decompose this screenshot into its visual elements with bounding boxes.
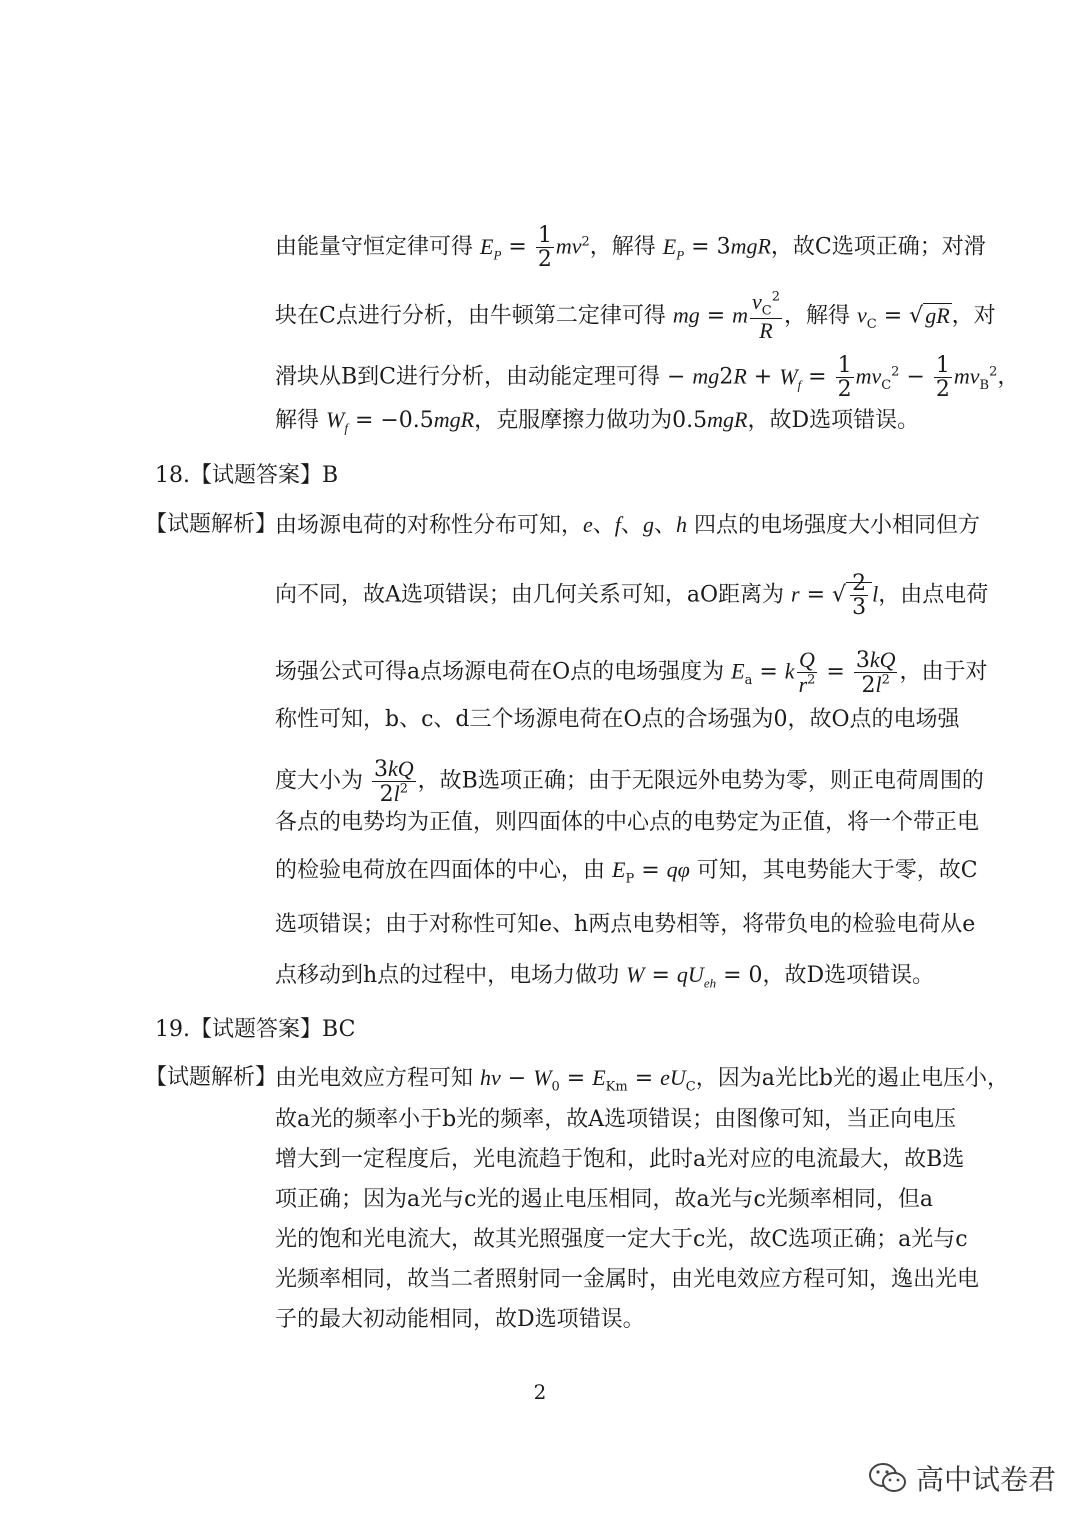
- q19-line-1: 由光电效应方程可知 $h\nu - W_0 = E_{Km} = eU_C$，因为a光比b光的遏止电压小，: [275, 1065, 1009, 1095]
- q18-line-9: 点移动到h点的过程中，电场力做功 $W = qU_{eh} = 0$，故D选项错误。: [275, 962, 935, 991]
- q18-line-2: 向不同，故A选项错误；由几何关系可知，aO距离为 r = √ $\frac{2}{3}$ l，由点电荷: [275, 571, 989, 621]
- q19-line-2: 故a光的频率小于b光的频率，故A选项错误；由图像可知，当正向电压: [275, 1107, 957, 1132]
- q17-line-4: 解得 $W_f = -0.5mgR$，克服摩擦力做功为0.5mgR，故D选项错误。: [275, 407, 920, 436]
- q18-line-1: 由场源电荷的对称性分布可知，e、f、g、h 四点的电场强度大小相同但方: [275, 512, 980, 538]
- q17-line-3: 滑块从B到C进行分析，由动能定理可得 − $mg2R + W_f$ = $\frac{1}{2}$ $mv_C^2$ − $\frac{1}{2}$ $mv_B^2$，: [275, 353, 1020, 403]
- q18-line-5: 度大小为 $\frac{3kQ}{2l^2}$ ，故B选项正确；由于无限远外电势为零，则正电荷周围的: [275, 756, 984, 808]
- q17-line-1: 由能量守恒定律可得 $E_P$ = $\frac{1}{2}$ $mv^2$，解得 $E_P = 3mgR$，故C选项正确；对滑: [275, 223, 986, 273]
- q18-analysis-label: 【试题解析】: [145, 512, 278, 537]
- q18-line-7: 的检验电荷放在四面体的中心，由 $E_P = q\varphi$ 可知，其电势能大于零，故C: [275, 857, 978, 887]
- q18-line-8: 选项错误；由于对称性可知e、h两点电势相等，将带负电的检验电荷从e: [275, 912, 976, 937]
- watermark: [868, 1458, 1056, 1498]
- q17-line-2: 块在C点进行分析，由牛顿第二定律可得 mg = m $\frac{v_C^2}{R}$ ，解得 $v_C = √gR$，对: [275, 289, 996, 344]
- q18-line-6: 各点的电势均为正值，则四面体的中心点的电势定为正值，将一个带正电: [275, 810, 980, 835]
- watermark-text: 高中试卷君: [916, 1463, 1057, 1496]
- q18-answer: 18.【试题答案】B: [155, 463, 339, 488]
- q19-line-6: 光频率相同，故当二者照射同一金属时，由光电效应方程可知，逸出光电: [275, 1267, 980, 1292]
- q19-analysis-label: 【试题解析】: [145, 1065, 278, 1090]
- q19-line-4: 项正确；因为a光与c光的遏止电压相同，故a光与c光频率相同，但a: [275, 1187, 933, 1212]
- q19-line-5: 光的饱和光电流大，故其光照强度一定大于c光，故C选项正确；a光与c: [275, 1227, 968, 1252]
- page-number: 2: [533, 1380, 547, 1404]
- q19-answer: 19.【试题答案】BC: [155, 1017, 356, 1042]
- q19-line-3: 增大到一定程度后，光电流趋于饱和，此时a光对应的电流最大，故B选: [275, 1147, 965, 1172]
- wechat-icon: [868, 1461, 908, 1495]
- q18-line-4: 称性可知，b、c、d三个场源电荷在O点的合场强为0，故O点的电场强: [275, 707, 960, 732]
- q19-line-7: 子的最大初动能相同，故D选项错误。: [275, 1307, 645, 1332]
- q18-line-3: 场强公式可得a点场源电荷在O点的电场强度为 $E_a = k$ $\frac{Q}{r^2}$ = $\frac{3kQ}{2l^2}$ ，由于对: [275, 647, 988, 699]
